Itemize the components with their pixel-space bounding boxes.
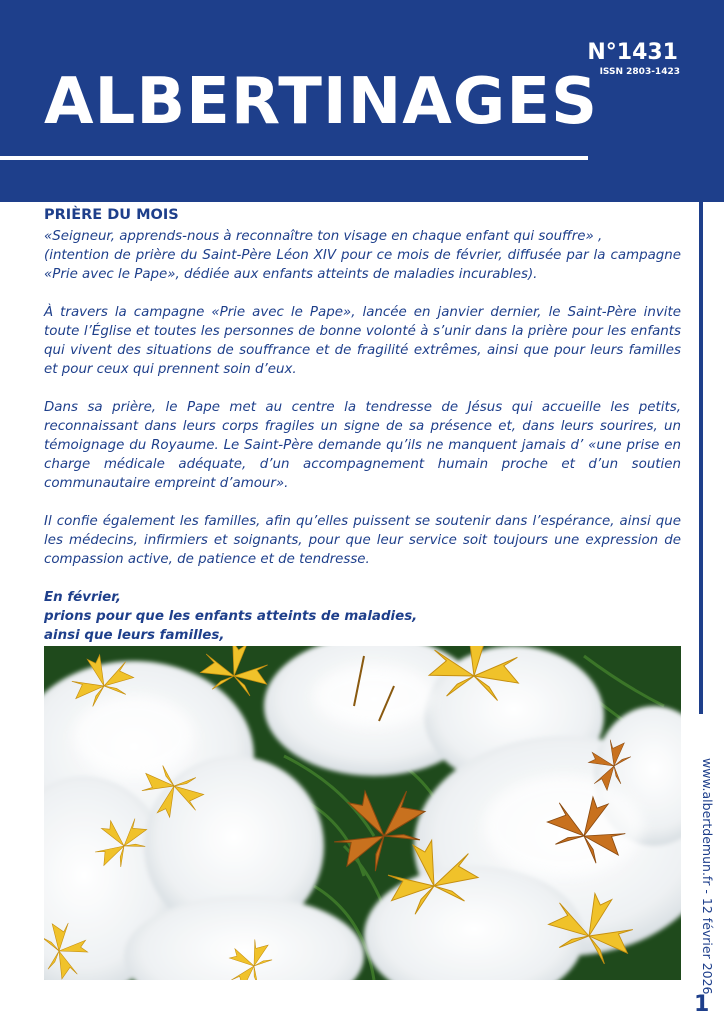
intro-block bbox=[44, 227, 681, 284]
side-rule bbox=[699, 202, 703, 714]
paragraph: Dans sa prière, le Pape met au centre la tendresse de Jésus qui accueille les petits, reconnaissant dans leurs corps fragiles un signe de sa présence et, dans leurs sourires, un témoignage du Royaume. Le Saint-Père demande qu’ils ne manquent jamais d’ «une prise en charge médicale adéquate, d’un accompagnement humain proche et d’un soutien communautaire empreint d’amour». bbox=[44, 400, 681, 491]
masthead-underline bbox=[0, 156, 588, 160]
intro-quote: «Seigneur, apprends-nous à reconnaître ton visage en chaque enfant qui souffre» , bbox=[44, 229, 603, 244]
intro-note: (intention de prière du Saint-Père Léon XIV pour ce mois de février, diffusée par la campagne «Prie avec le Pape», dédiée aux enfants atteints de maladies incurables). bbox=[44, 248, 681, 282]
sidebar-website-date: www.albertdemun.fr - 12 février 2026 bbox=[700, 758, 715, 995]
article bbox=[44, 207, 681, 683]
snow-leaves-photo bbox=[44, 646, 681, 980]
page-number: 1 bbox=[694, 992, 710, 1017]
issue-number: N°1431 bbox=[587, 40, 678, 65]
closing-line: En février, bbox=[44, 590, 121, 605]
masthead-title: ALBERTINAGES bbox=[44, 65, 599, 139]
section-title: PRIÈRE DU MOIS bbox=[44, 207, 179, 223]
closing-line: prions pour que les enfants atteints de maladies, bbox=[44, 609, 418, 624]
issn-number: ISSN 2803-1423 bbox=[599, 67, 680, 77]
paragraph: Il confie également les familles, afin qu’elles puissent se soutenir dans l’espérance, ainsi que les médecins, infirmiers et soignants, pour que leur service soit toujours une expression de compassion active, de patience et de tendresse. bbox=[44, 514, 681, 567]
paragraph: À travers la campagne «Prie avec le Pape», lancée en janvier dernier, le Saint-Père invite toute l’Église et toutes les personnes de bonne volonté à s’unir dans la prière pour les enfants qui vivent des situations de souffrance et de fragilité extrêmes, ainsi que pour leurs familles et pour ceux qui prennent soin d’eux. bbox=[44, 305, 681, 377]
closing-line: ainsi que leurs familles, bbox=[44, 628, 225, 643]
masthead-banner bbox=[0, 0, 724, 202]
